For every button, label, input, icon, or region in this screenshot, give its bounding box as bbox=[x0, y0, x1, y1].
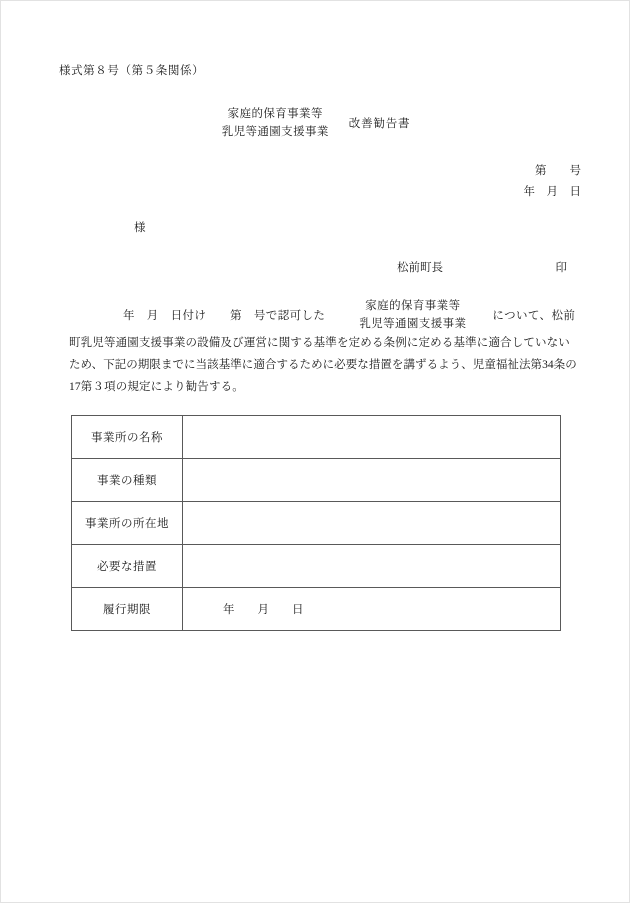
body-business-type-line-2: 乳児等通園支援事業 bbox=[359, 318, 467, 330]
table-row-label: 必要な措置 bbox=[72, 545, 183, 588]
table-row-value[interactable] bbox=[183, 416, 561, 459]
table-row-label: 事業所の所在地 bbox=[72, 502, 183, 545]
issuer-block bbox=[397, 259, 567, 275]
document-title bbox=[1, 105, 630, 141]
document-date-field: 年 月 日 bbox=[523, 186, 581, 198]
table-row-value[interactable]: 年 月 日 bbox=[183, 588, 561, 631]
table-row-value[interactable] bbox=[183, 545, 561, 588]
document-meta bbox=[524, 161, 582, 203]
table-row bbox=[72, 459, 561, 502]
title-business-type-line-1: 家庭的保育事業等 bbox=[227, 108, 323, 120]
body-line-4: 17第３項の規定により勧告する。 bbox=[69, 381, 244, 393]
seal-mark: 印 bbox=[555, 262, 567, 274]
title-main-text: 改善勧告書 bbox=[348, 118, 411, 130]
table-row bbox=[72, 416, 561, 459]
issuer-name: 松前町長 bbox=[397, 262, 443, 274]
addressee-honorific: 様 bbox=[134, 222, 146, 234]
body-paragraph-first-line bbox=[69, 297, 576, 333]
title-business-type-line-2: 乳児等通園支援事業 bbox=[221, 126, 329, 138]
approval-reference-lead: 年 月 日付け 第 号で認可した bbox=[123, 310, 326, 322]
document-number-field: 第 号 bbox=[535, 165, 581, 177]
table-row-value[interactable] bbox=[183, 502, 561, 545]
body-line-3: ため、下記の期限までに当該基準に適合するために必要な措置を講ずるよう、児童福祉法第34条の bbox=[69, 359, 577, 371]
body-line-2: 町乳児等通園支援事業の設備及び運営に関する基準を定める条例に定める基準に適合していない bbox=[69, 337, 570, 349]
body-business-type-line-1: 家庭的保育事業等 bbox=[365, 300, 461, 312]
table-row-label: 事業所の名称 bbox=[72, 416, 183, 459]
details-table bbox=[71, 415, 561, 631]
table-row-value[interactable] bbox=[183, 459, 561, 502]
table-row bbox=[72, 545, 561, 588]
body-business-type-stack bbox=[359, 297, 466, 333]
form-number-label: 様式第８号（第５条関係） bbox=[59, 65, 205, 77]
table-row bbox=[72, 502, 561, 545]
table-row bbox=[72, 588, 561, 631]
approval-reference-tail: について、松前 bbox=[492, 310, 576, 322]
title-business-type-stack bbox=[222, 105, 329, 141]
body-paragraph-remainder bbox=[69, 332, 577, 398]
table-row-label: 履行期限 bbox=[72, 588, 183, 631]
table-row-label: 事業の種類 bbox=[72, 459, 183, 502]
